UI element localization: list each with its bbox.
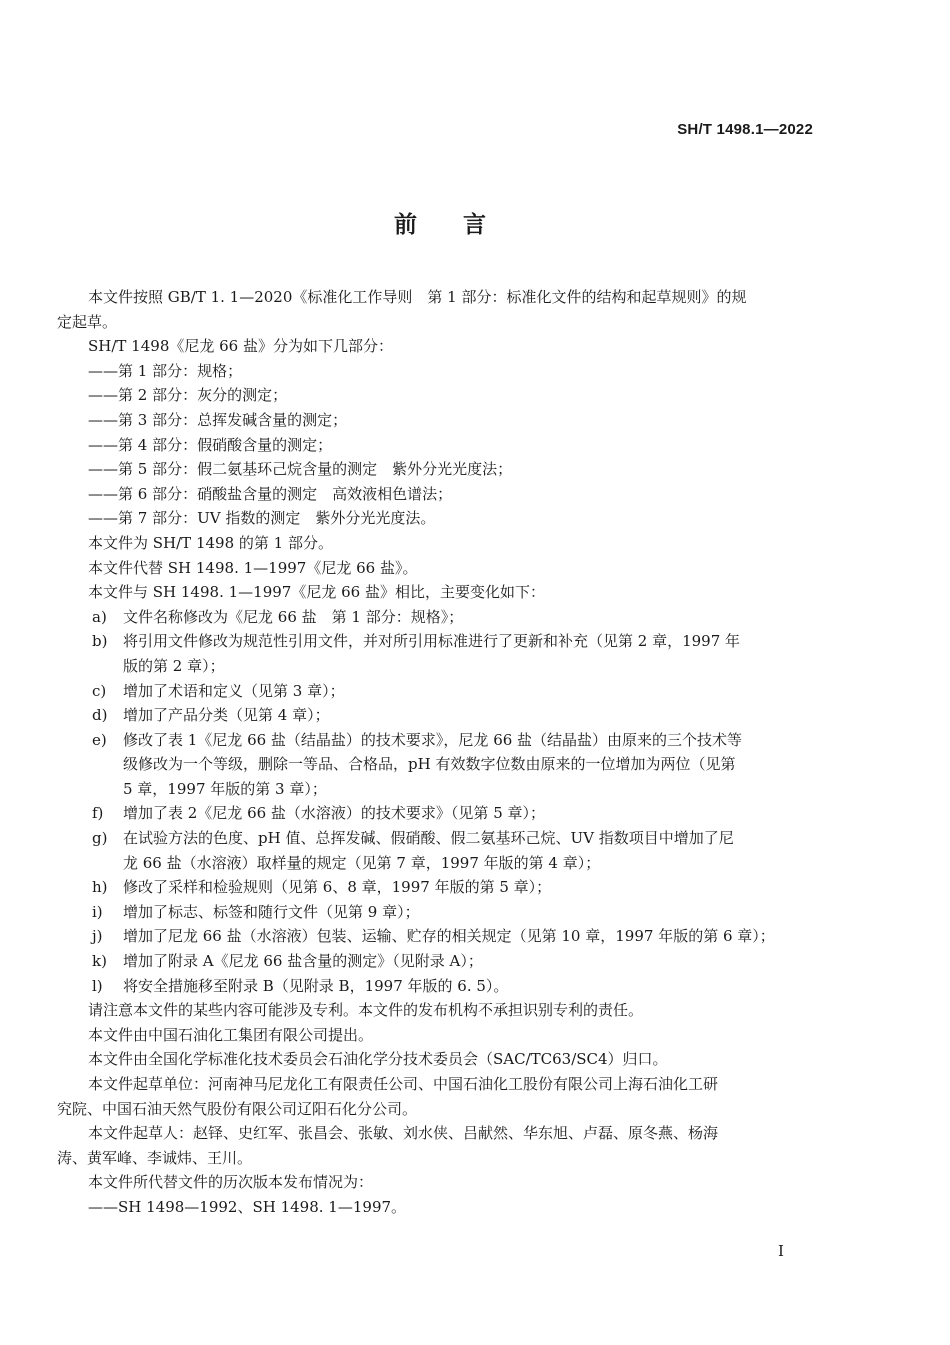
change-item-label: g) [92,829,108,848]
intro-line-3: SH/T 1498《尼龙 66 盐》分为如下几部分： [88,337,393,356]
part-item: ——第 2 部分：灰分的测定； [88,386,288,405]
change-item-label: j) [92,927,103,946]
part-item: ——第 1 部分：规格； [88,361,243,380]
change-item-text: 增加了产品分类（见第 4 章）； [123,706,330,725]
change-item-text: 在试验方法的色度、pH 值、总挥发碱、假硝酸、假二氨基环己烷、UV 指数项目中增加了尼 [123,829,734,848]
change-item-text: 将引用文件修改为规范性引用文件，并对所引用标准进行了更新和补充（见第 2 章，1997 年 [123,632,741,651]
change-item-line [57,605,809,630]
change-item-text: 文件名称修改为《尼龙 66 盐 第 1 部分：规格》； [123,607,464,626]
change-item-line [57,679,809,704]
statement-1: 本文件为 SH/T 1498 的第 1 部分。 [88,533,333,552]
page-title [0,206,880,239]
closing-paragraph-line: ——SH 1498—1992、SH 1498. 1—1997。 [88,1197,407,1216]
change-item-line [57,654,809,679]
statement-2: 本文件代替 SH 1498. 1—1997《尼龙 66 盐》。 [88,558,418,577]
change-item-label: h) [92,878,108,897]
change-item-label: b) [92,632,108,651]
closing-paragraph-line: 究院、中国石油天然气股份有限公司辽阳石化分公司。 [57,1099,418,1118]
change-item-text: 增加了尼龙 66 盐（水溶液）包装、运输、贮存的相关规定（见第 10 章，1997 年版的第 6 章）； [123,927,775,946]
change-item-label: c) [92,681,107,700]
closing-paragraph-line: 本文件由全国化学标准化技术委员会石油化学分技术委员会（SAC/TC63/SC4）归口。 [88,1050,668,1069]
change-item-line [57,900,809,925]
change-item-line [57,777,809,802]
intro-line-2: 定起草。 [57,312,118,331]
change-item-line [57,752,809,777]
change-item-label: l) [92,976,103,995]
change-item-line [57,728,809,753]
change-item-line [57,974,809,999]
closing-paragraph-line: 本文件所代替文件的历次版本发布情况为： [88,1173,374,1192]
foreword-body [57,285,809,1220]
change-item-text: 增加了表 2《尼龙 66 盐（水溶液）的技术要求》（见第 5 章）； [123,804,546,823]
change-item-text: 修改了采样和检验规则（见第 6、8 章，1997 年版的第 5 章）； [123,878,552,897]
closing-paragraph-line: 本文件由中国石油化工集团有限公司提出。 [88,1025,374,1044]
change-item-line [57,949,809,974]
closing-paragraph-line: 本文件起草人：赵铎、史红军、张昌会、张敏、刘水侠、吕献然、华东旭、卢磊、原冬燕、杨海 [88,1124,719,1143]
closing-paragraph-line: 本文件起草单位：河南神马尼龙化工有限责任公司、中国石油化工股份有限公司上海石油化工研 [88,1075,719,1093]
change-item-text: 将安全措施移至附录 B（见附录 B，1997 年版的 6. 5）。 [123,976,509,995]
change-item-line [57,826,809,851]
closing-paragraphs [57,998,809,1219]
statement-3: 本文件与 SH 1498. 1—1997《尼龙 66 盐》相比，主要变化如下： [88,583,545,602]
change-item-line [57,924,809,949]
part-item: ——第 5 部分：假二氨基环己烷含量的测定 紫外分光光度法； [88,460,513,479]
change-item-text: 级修改为一个等级，删除一等品、合格品，pH 有效数字位数由原来的一位增加为两位（见第 [123,755,736,774]
part-item: ——第 6 部分：硝酸盐含量的测定 高效液相色谱法； [88,484,453,503]
change-item-text: 修改了表 1《尼龙 66 盐（结晶盐）的技术要求》，尼龙 66 盐（结晶盐）由原来的三个技术等 [123,730,743,749]
change-item-label: i) [92,902,103,921]
change-item-text: 龙 66 盐（水溶液）取样量的规定（见第 7 章，1997 年版的第 4 章）； [123,853,601,872]
change-item-text: 5 章，1997 年版的第 3 章）； [123,779,327,798]
page-number: I [778,1242,784,1260]
parts-list [57,359,809,531]
change-item-label: k) [92,952,107,971]
closing-paragraph-line: 涛、黄军峰、李诚炜、王川。 [57,1148,253,1167]
change-item-text: 增加了术语和定义（见第 3 章）； [123,681,345,700]
part-item: ——第 4 部分：假硝酸含量的测定； [88,435,333,454]
change-item-label: a) [92,607,107,626]
changes-list [57,605,809,999]
closing-paragraph-line: 请注意本文件的某些内容可能涉及专利。本文件的发布机构不承担识别专利的责任。 [88,1001,644,1020]
change-item-label: f) [92,804,104,823]
change-item-label: e) [92,730,107,749]
change-item-line [57,629,809,654]
change-item-line [57,875,809,900]
intro-line-1: 本文件按照 GB/T 1. 1—2020《标准化工作导则 第 1 部分：标准化文件的结构和起草规则》的规 [88,288,747,306]
standard-code: SH/T 1498.1—2022 [677,121,813,138]
change-item-text: 版的第 2 章）； [123,656,225,675]
part-item: ——第 7 部分：UV 指数的测定 紫外分光光度法。 [88,509,436,528]
change-item-text: 增加了标志、标签和随行文件（见第 9 章）； [123,902,420,921]
change-item-line [57,801,809,826]
change-item-text: 增加了附录 A《尼龙 66 盐含量的测定》（见附录 A）； [123,952,483,971]
part-item: ——第 3 部分：总挥发碱含量的测定； [88,410,348,429]
change-item-label: d) [92,706,108,725]
change-item-line [57,851,809,876]
title-char-1: 前 [394,212,417,238]
title-char-2: 言 [463,212,486,238]
change-item-line [57,703,809,728]
